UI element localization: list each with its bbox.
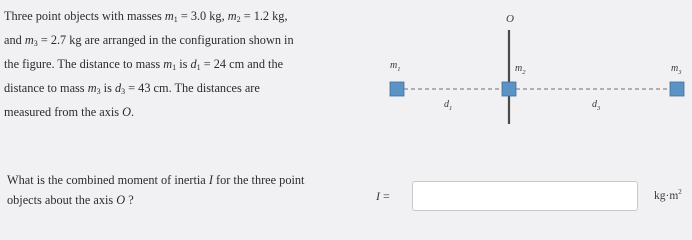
m1-label: $m_1$ bbox=[390, 60, 401, 73]
mass-m3 bbox=[670, 82, 684, 96]
mass-m2 bbox=[502, 82, 516, 96]
mass-m1 bbox=[390, 82, 404, 96]
question-statement: What is the combined moment of inertia I for the three point objects about the axis O ? bbox=[7, 173, 305, 207]
mass-configuration-figure bbox=[360, 0, 692, 140]
axis-label: O bbox=[506, 13, 514, 25]
answer-label: I = bbox=[376, 189, 390, 203]
answer-unit: $kg\cdot m^2$ bbox=[654, 188, 682, 202]
moment-of-inertia-input[interactable] bbox=[412, 181, 638, 211]
problem-statement: Three point objects with masses $m_1 = 3.0$ kg, $m_2 = 1.2$ kg, and $m_3 = 2.7$ kg are arranged in the configuration shown in the figure. The distance to mass $m_1$ is $d_1 = 24$ cm and the distance to mass $m_3$ is $d_3 = 43$ cm. The distances are measured from the axis O. bbox=[4, 9, 294, 119]
d3-label: $d_3$ bbox=[592, 99, 601, 112]
m3-label: $m_3$ bbox=[671, 63, 682, 76]
m2-label: $m_2$ bbox=[515, 63, 526, 76]
d1-label: $d_1$ bbox=[444, 99, 453, 112]
